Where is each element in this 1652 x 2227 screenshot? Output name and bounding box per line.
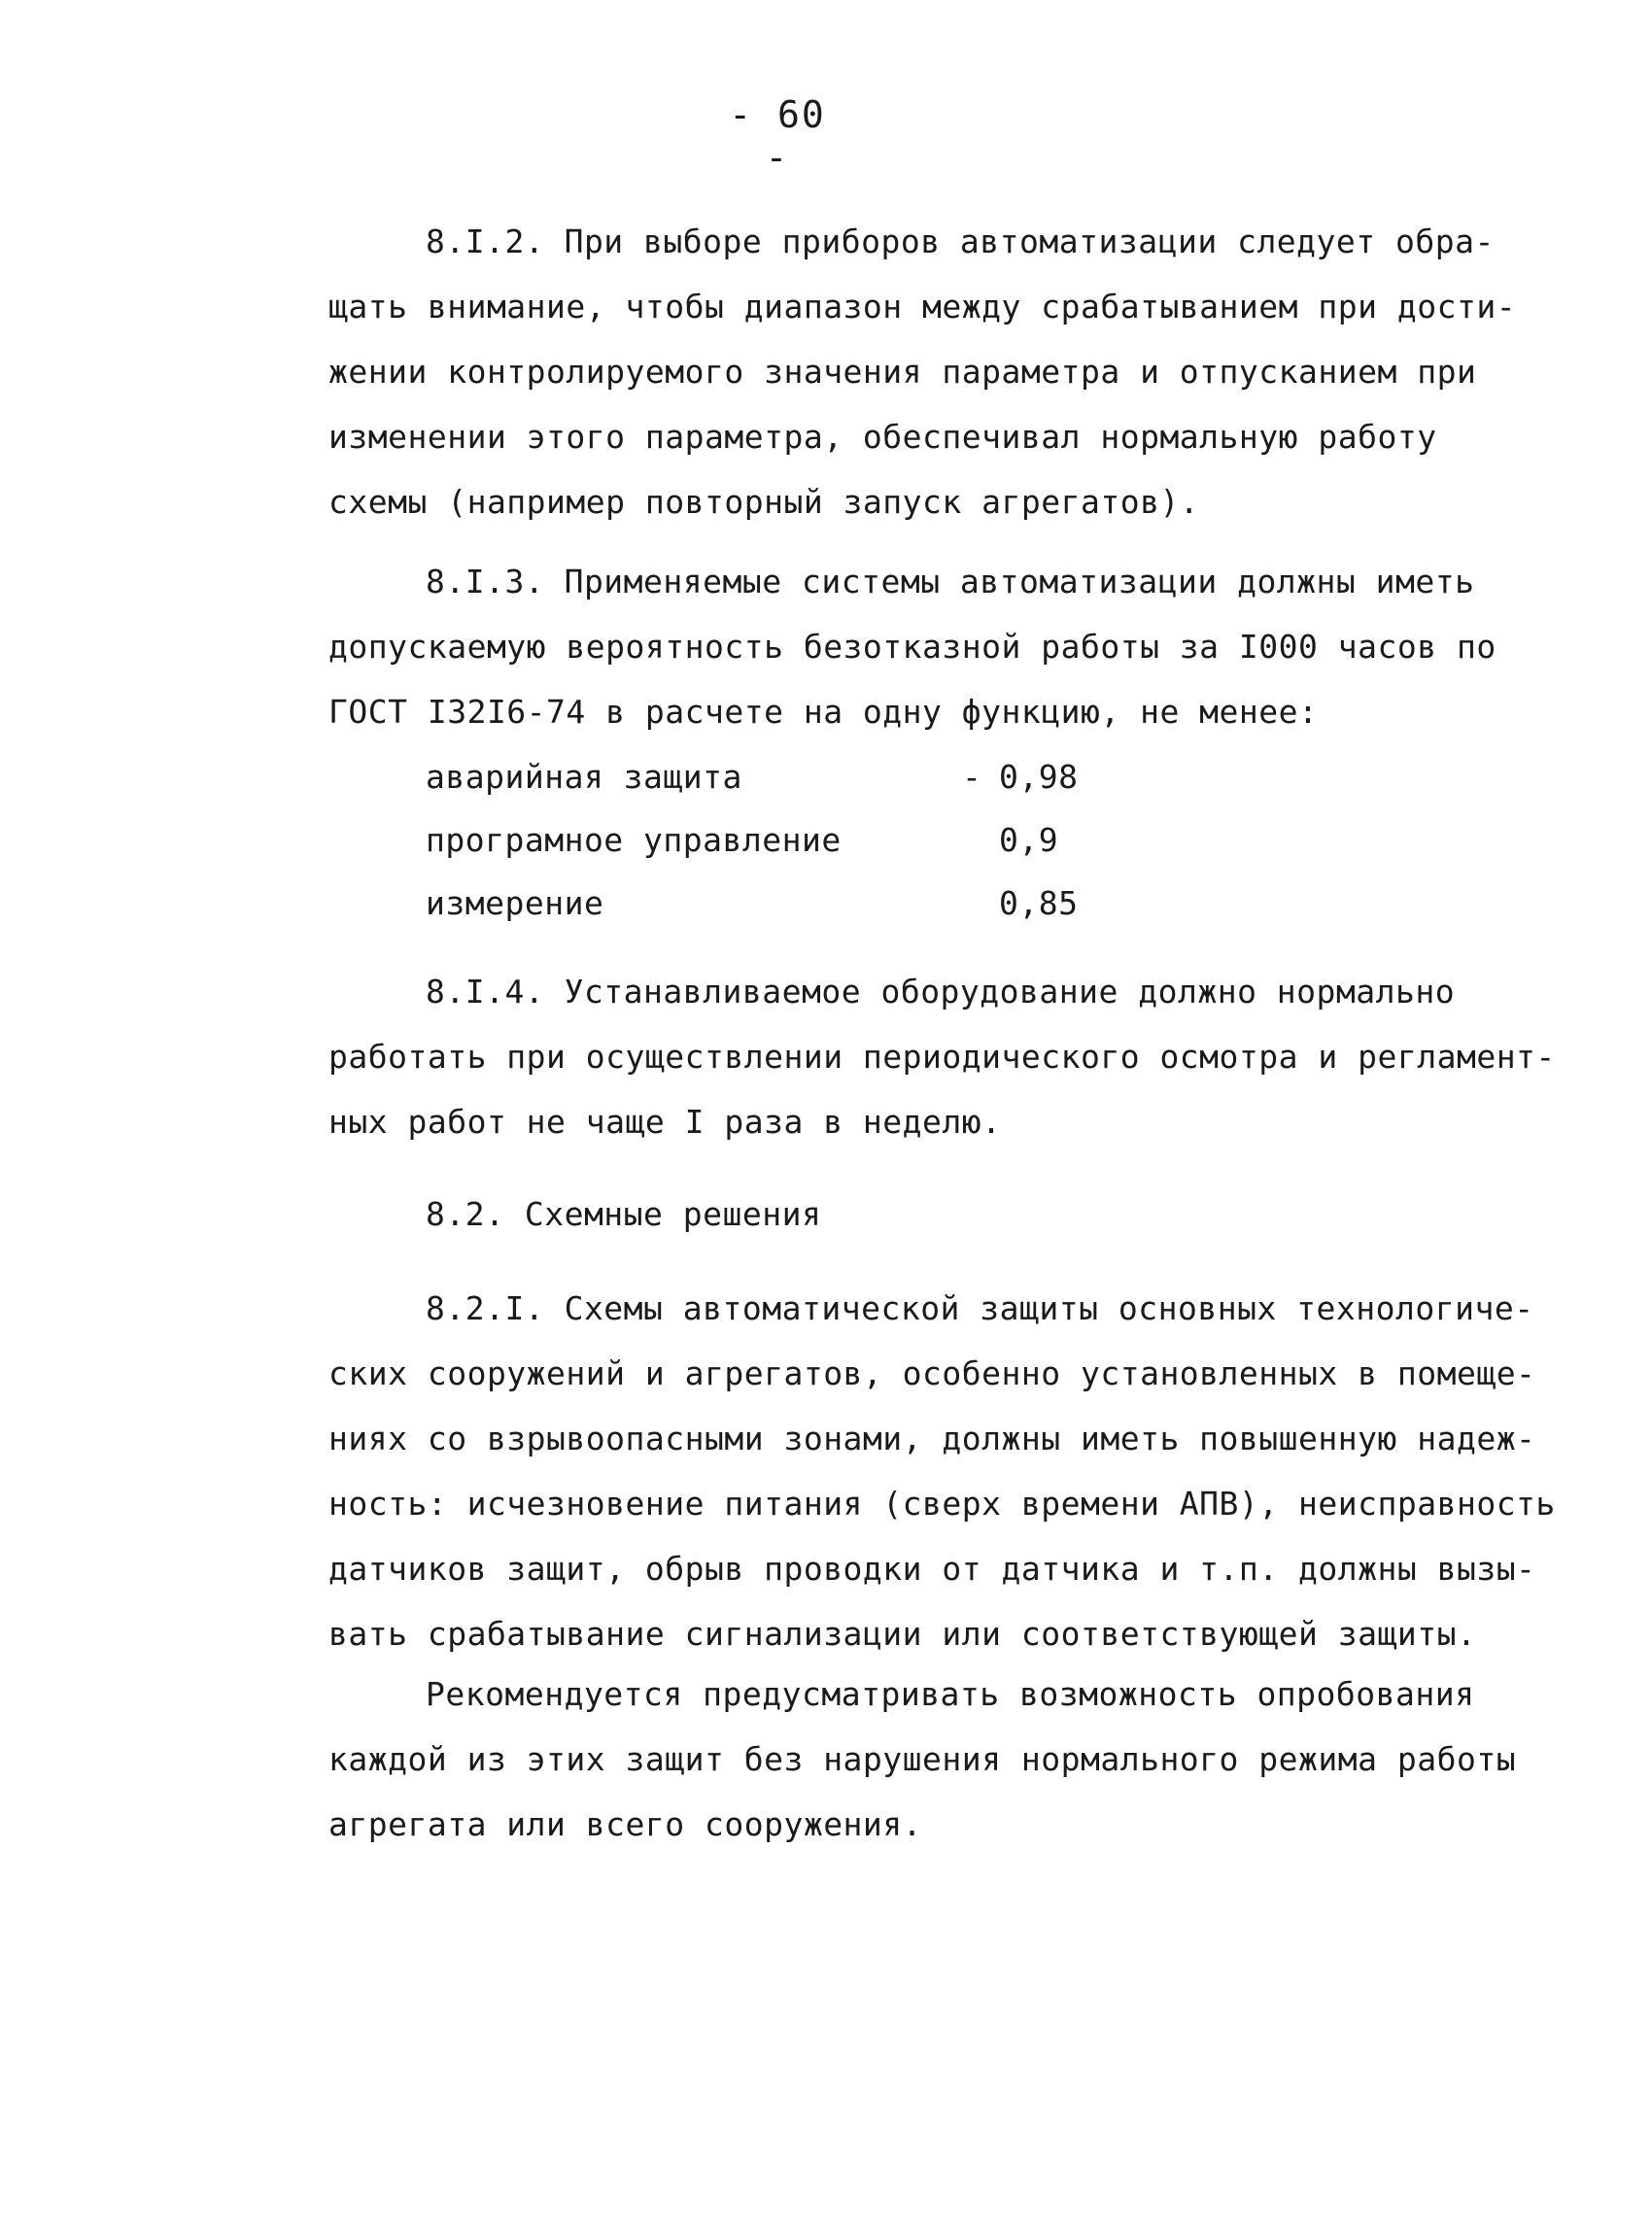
paragraph-line: датчиков защит, обрыв проводки от датчика и т.п. должны вызы-	[328, 1550, 1536, 1588]
paragraph-line: ность: исчезновение питания (сверх времени АПВ), неисправность	[328, 1485, 1556, 1523]
paragraph-line: ГОСТ I32I6-74 в расчете на одну функцию, не менее:	[328, 693, 1319, 731]
paragraph-line: 8.I.4. Устанавливаемое оборудование должно нормально	[426, 973, 1456, 1011]
paragraph-line: щать внимание, чтобы диапазон между срабатыванием при дости-	[328, 288, 1517, 325]
paragraph-line: 8.2.I. Схемы автоматической защиты основных технологиче-	[426, 1289, 1534, 1327]
table-row	[426, 758, 1106, 821]
table-row	[426, 884, 1106, 947]
function-name: програмное управление	[426, 821, 842, 859]
paragraph-line: допускаемую вероятность безотказной работы за I000 часов по	[328, 628, 1497, 666]
paragraph-line: агрегата или всего сооружения.	[328, 1805, 923, 1843]
paragraph-line: 8.I.3. Применяемые системы автоматизации должны иметь	[426, 563, 1475, 600]
paragraph-8-1-2	[328, 209, 1533, 534]
page-number: - 60 -	[729, 93, 826, 179]
table-row	[426, 821, 1106, 884]
function-name: аварийная защита	[426, 758, 742, 796]
paragraph-line: ских сооружений и агрегатов, особенно установленных в помеще-	[328, 1354, 1536, 1392]
paragraph-line: изменении этого параметра, обеспечивал нормальную работу	[328, 418, 1437, 456]
paragraph-line: схемы (например повторный запуск агрегатов).	[328, 483, 1200, 521]
probability-value: 0,98	[999, 758, 1079, 796]
paragraph-line: ных работ не чаще I раза в неделю.	[328, 1103, 1002, 1141]
paragraph-line: жении контролируемого значения параметра и отпусканием при	[328, 353, 1477, 391]
paragraph-line: работать при осуществлении периодического осмотра и регламент-	[328, 1038, 1556, 1076]
reliability-table	[426, 758, 1106, 947]
paragraph-8-2-1	[328, 1276, 1556, 1666]
dash: -	[962, 758, 982, 796]
section-heading: 8.2. Схемные решения	[426, 1195, 822, 1233]
probability-value: 0,85	[999, 884, 1079, 922]
paragraph-line: 8.I.2. При выборе приборов автоматизации следует обра-	[426, 223, 1495, 260]
paragraph-line: каждой из этих защит без нарушения нормального режима работы	[328, 1740, 1517, 1778]
paragraph-8-1-3	[328, 549, 1533, 744]
paragraph-line: Рекомендуется предусматривать возможность опробования	[426, 1675, 1475, 1713]
paragraph-8-1-4	[328, 959, 1556, 1154]
paragraph-line: ниях со взрывоопасными зонами, должны иметь повышенную надеж-	[328, 1420, 1536, 1457]
probability-value: 0,9	[999, 821, 1059, 859]
function-name: измерение	[426, 884, 604, 922]
paragraph-recommendation	[328, 1662, 1533, 1857]
paragraph-line: вать срабатывание сигнализации или соответствующей защиты.	[328, 1615, 1477, 1653]
